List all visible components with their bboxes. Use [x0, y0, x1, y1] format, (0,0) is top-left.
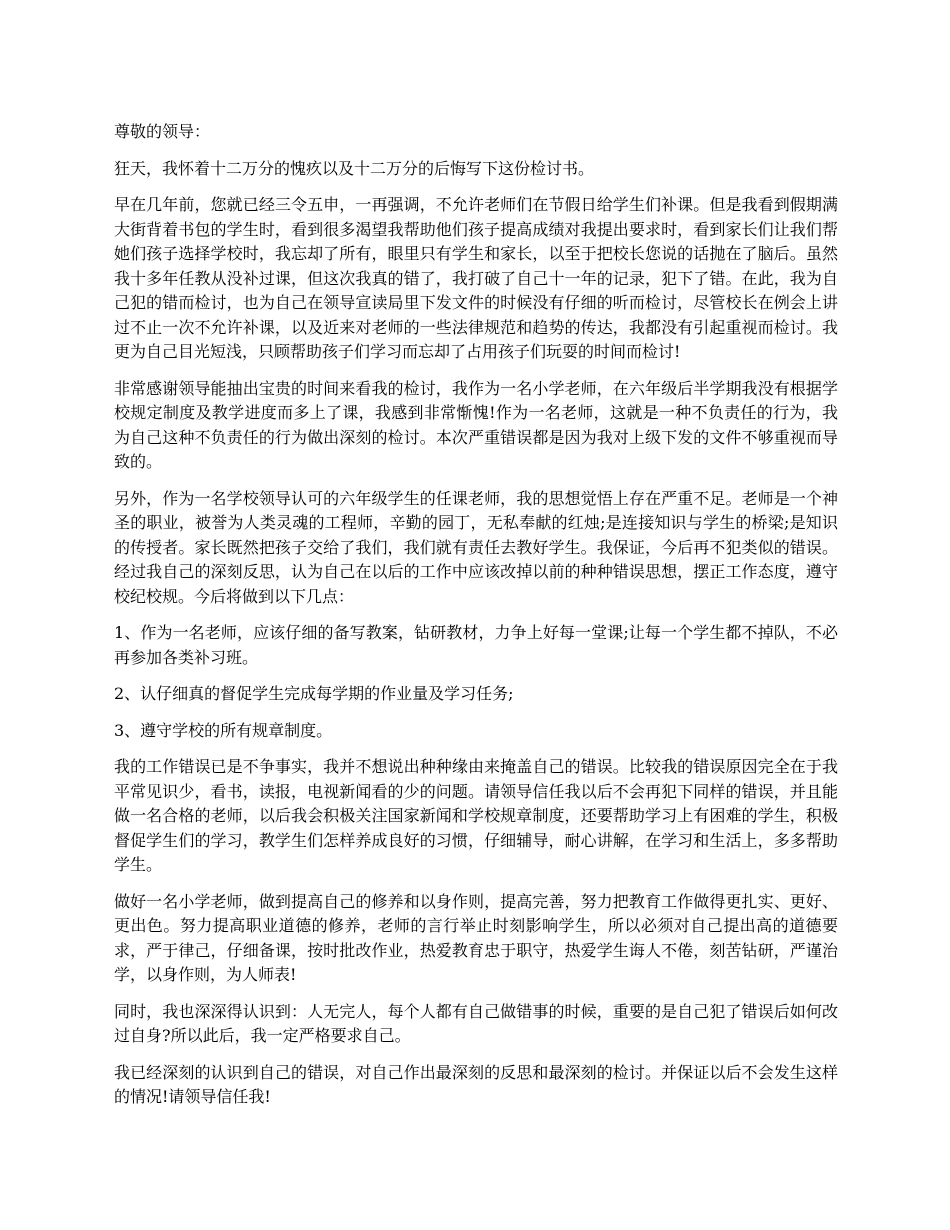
list-item: 3、遵守学校的所有规章制度。	[114, 720, 333, 740]
body-paragraph: 非常感谢领导能抽出宝贵的时间来看我的检讨，我作为一名小学老师，在六年级后半学期我没有根据学校规定制度及教学进度而多上了课，我感到非常惭愧!作为一名老师，这就是一种不负责任的行为，我为自己这种不负责任的行为做出深刻的检讨。本次严重错误都是因为我对上级下发的文件不够重视而导致的。	[114, 378, 838, 471]
document-page	[114, 120, 838, 1122]
body-paragraph: 另外，作为一名学校领导认可的六年级学生的任课老师，我的思想觉悟上存在严重不足。老师是一个神圣的职业，被誉为人类灵魂的工程师，辛勤的园丁，无私奉献的红烛;是连接知识与学生的桥梁;是知识的传授者。家长既然把孩子交给了我们，我们就有责任去教好学生。我保证，今后再不犯类似的错误。经过我自己的深刻反思，认为自己在以后的工作中应该改掉以前的种种错误思想，摆正工作态度，遵守校纪校规。今后将做到以下几点：	[114, 488, 838, 606]
salutation: 尊敬的领导：	[114, 122, 211, 141]
opening-paragraph: 狂天，我怀着十二万分的愧疚以及十二万分的后悔写下这份检讨书。	[114, 158, 595, 178]
body-paragraph: 做好一名小学老师，做到提高自己的修养和以身作则，提高完善，努力把教育工作做得更扎实、更好、更出色。努力提高职业道德的修养，老师的言行举止时刻影响学生，所以必须对自己提出高的道德要求，严于律己，仔细备课，按时批改作业，热爱教育忠于职守，热爱学生诲人不倦，刻苦钻研，严谨治学，以身作则，为人师表!	[114, 891, 838, 984]
closing-paragraph: 我已经深刻的认识到自己的错误，对自己作出最深刻的反思和最深刻的检讨。并保证以后不会发生这样的情况!请领导信任我!	[114, 1062, 838, 1106]
body-paragraph: 我的工作错误已是不争事实，我并不想说出种种缘由来掩盖自己的错误。比较我的错误原因完全在于我平常见识少，看书，读报，电视新闻看的少的问题。请领导信任我以后不会再犯下同样的错误，并且能做一名合格的老师，以后我会积极关注国家新闻和学校规章制度，还要帮助学习上有困难的学生，积极督促学生们的学习，教学生们怎样养成良好的习惯，仔细辅导，耐心讲解，在学习和生活上，多多帮助学生。	[114, 757, 838, 874]
body-paragraph: 早在几年前，您就已经三令五申，一再强调，不允许老师们在节假日给学生们补课。但是我看到假期满大街背着书包的学生时，看到很多渴望我帮助他们孩子提高成绩对我提出要求时，看到家长们让我们帮她们孩子选择学校时，我忘却了所有，眼里只有学生和家长，以至于把校长您说的话抛在了脑后。虽然我十多年任教从没补过课，但这次我真的错了，我打破了自己十一年的记录，犯下了错。在此，我为自己犯的错而检讨，也为自己在领导宣读局里下发文件的时候没有仔细的听而检讨，尽管校长在例会上讲过不止一次不允许补课，以及近来对老师的一些法律规范和趋势的传达，我都没有引起重视而检讨。我更为自己目光短浅，只顾帮助孩子们学习而忘却了占用孩子们玩耍的时间而检讨!	[114, 195, 838, 361]
body-paragraph: 同时，我也深深得认识到：人无完人，每个人都有自己做错事的时候，重要的是自己犯了错误后如何改过自身?所以此后，我一定严格要求自己。	[114, 1001, 838, 1045]
list-item: 2、认仔细真的督促学生完成每学期的作业量及学习任务;	[114, 684, 514, 703]
list-item: 1、作为一名老师，应该仔细的备写教案，钻研教材，力争上好每一堂课;让每一个学生都不掉队，不必再参加各类补习班。	[114, 623, 838, 667]
